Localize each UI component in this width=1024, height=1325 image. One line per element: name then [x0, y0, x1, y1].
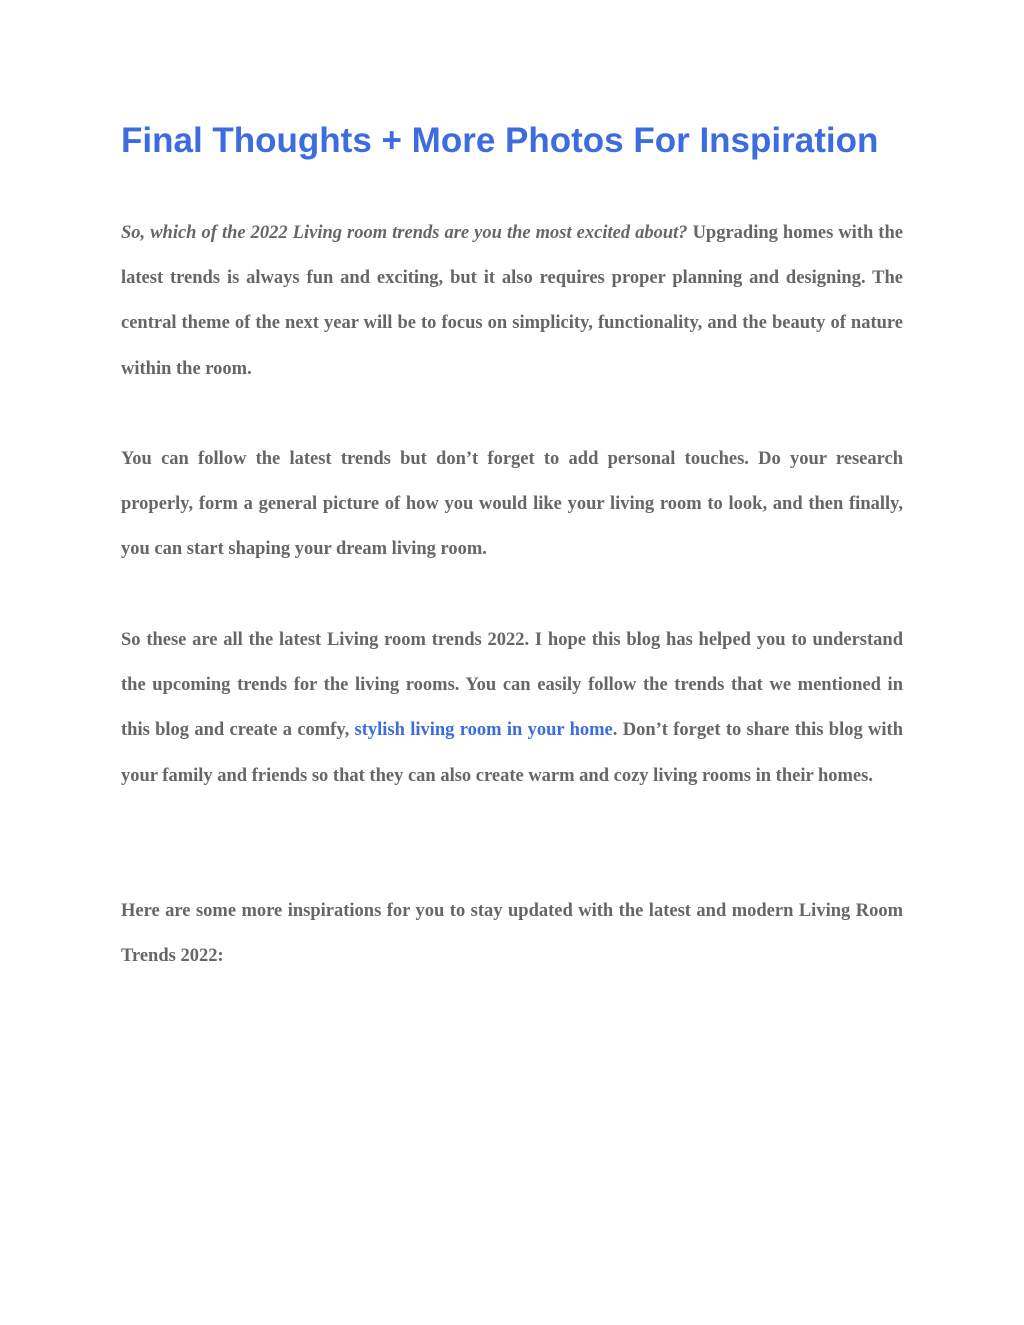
stylish-living-room-link[interactable]: stylish living room in your home	[354, 720, 613, 741]
paragraph-summary	[121, 618, 903, 799]
paragraph-more-inspirations: Here are some more inspirations for you to stay updated with the latest and modern Living Room Trends 2022:	[121, 901, 903, 967]
paragraph-text: So these are all the latest Living room trends 2022. I hope this blog has helped you to understand the upcoming trends for the living rooms. You can easily follow the trends that we mentioned in this blog and create a comfy,	[121, 630, 903, 741]
page-title: Final Thoughts + More Photos For Inspiration	[121, 121, 879, 160]
paragraph-personal-touches: You can follow the latest trends but don’t forget to add personal touches. Do your research properly, form a general picture of how you would like your living room to look, and then finally, you can start shaping your dream living room.	[121, 449, 903, 560]
lead-question: So, which of the 2022 Living room trends are you the most excited about?	[121, 223, 688, 243]
paragraph-text: Upgrading homes with the latest trends is always fun and exciting, but it also requires proper planning and designing. The central theme of the next year will be to focus on simplicity, functionality, and the beauty of nature within the room.	[121, 223, 903, 379]
paragraph-text: . Don’t forget to share this blog with your family and friends so that they can also create warm and cozy living rooms in their homes.	[121, 720, 903, 786]
paragraph-closing-question	[121, 211, 903, 392]
